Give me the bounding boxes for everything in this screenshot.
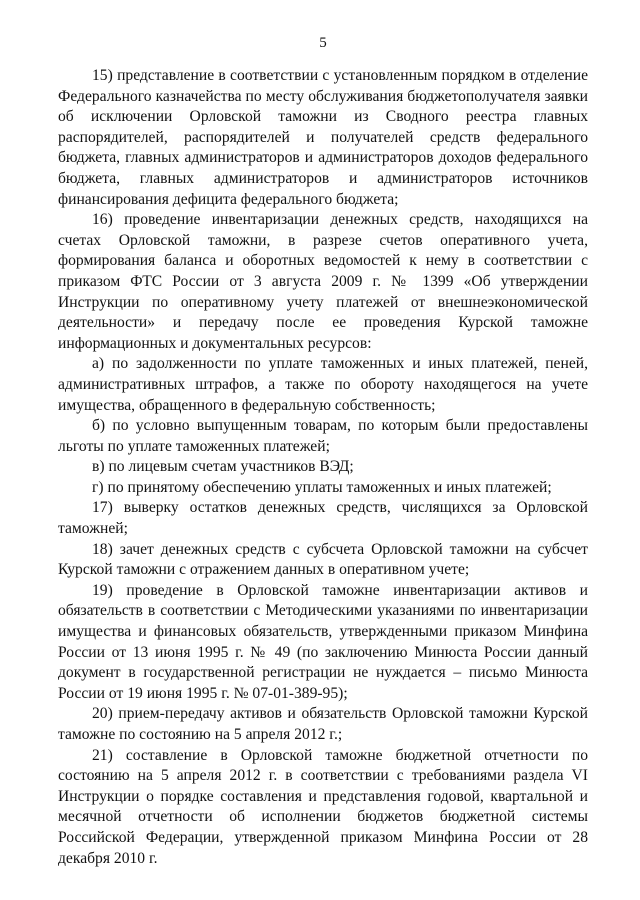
item-number: 19): [92, 581, 113, 599]
paragraph-20: [58, 704, 588, 745]
paragraph-21: [58, 746, 588, 870]
subitem-g: г) по принятому обеспечению уплаты таможенных и иных платежей;: [92, 478, 552, 496]
page-number: 5: [319, 35, 327, 51]
subitem-b: б) по условно выпущенным товарам, по которым были предоставлены льготы по уплате таможенных платежей;: [58, 417, 588, 455]
item-number: 17): [92, 499, 113, 517]
paragraph-text: прием-передачу активов и обязательств Орловской таможни Курской таможне по состоянию на 5 апреля 2012 г.;: [58, 705, 589, 743]
paragraph-text: составление в Орловской таможне бюджетной отчетности по состоянию на 5 апреля 2012 г. в соответствии с требованиями раздела VI Инструкции о порядке составления и представления годовой, квартальной и месячной отчетности об исполнении бюджетов бюджетной системы Российской Федерации, утвержденной приказом Минфина России от 28 декабря 2010 г.: [58, 746, 588, 867]
paragraph-text: представление в соответствии с установленным порядком в отделение Федерального казначейства по месту обслуживания бюджетополучателя заявки об исключении Орловской таможни из Сводного реестра главных распорядителей, распорядителей и получателей средств федерального бюджета, главных администраторов и администраторов доходов федерального бюджета, главных администраторов и администраторов источников финансирования дефицита федерального бюджета;: [58, 67, 588, 208]
item-number: 20): [92, 705, 113, 723]
subitem-v: в) по лицевым счетам участников ВЭД;: [92, 458, 354, 476]
paragraph-text: проведение в Орловской таможне инвентаризации активов и обязательств в соответствии с Методическими указаниями по инвентаризации имущества и финансовых обязательств, утвержденными приказом Минфина России от 13 июня 1995 г. № 49 (по заключению Минюста России данный документ в государственной регистрации не нуждается – письмо Минюста России от 19 июня 1995 г. № 07-01-389-95);: [58, 581, 588, 702]
item-number: 16): [92, 211, 113, 229]
item-number: 18): [92, 540, 113, 558]
paragraph-18: [58, 540, 588, 581]
item-number: 15): [92, 67, 113, 84]
paragraph-text: зачет денежных средств с субсчета Орловской таможни на субсчет Курской таможни с отражением данных в оперативном учете;: [58, 540, 588, 579]
paragraph-15: [58, 66, 588, 210]
paragraph-16: [58, 210, 588, 354]
paragraph-text: проведение инвентаризации денежных средств, находящихся на счетах Орловской таможни, в разрезе счетов оперативного учета, формирования баланса и оборотных ведомостей к нему в соответствии с приказом ФТС России от 3 августа 2009 г. № 1399 «Об утверждении Инструкции по оперативному учету платежей от внешнеэкономической деятельности» и передачу после ее проведения Курской таможне информационных и документальных ресурсов:: [58, 211, 588, 352]
paragraph-17: [58, 498, 588, 539]
item-number: 21): [92, 746, 113, 764]
subitem-a: а) по задолженности по уплате таможенных и иных платежей, пеней, административных штрафов, а также по обороту находящегося на учете имущества, обращенного в федеральную собственность;: [58, 355, 588, 414]
paragraph-text: выверку остатков денежных средств, числящихся за Орловской таможней;: [58, 499, 588, 538]
paragraph-19: [58, 581, 588, 705]
